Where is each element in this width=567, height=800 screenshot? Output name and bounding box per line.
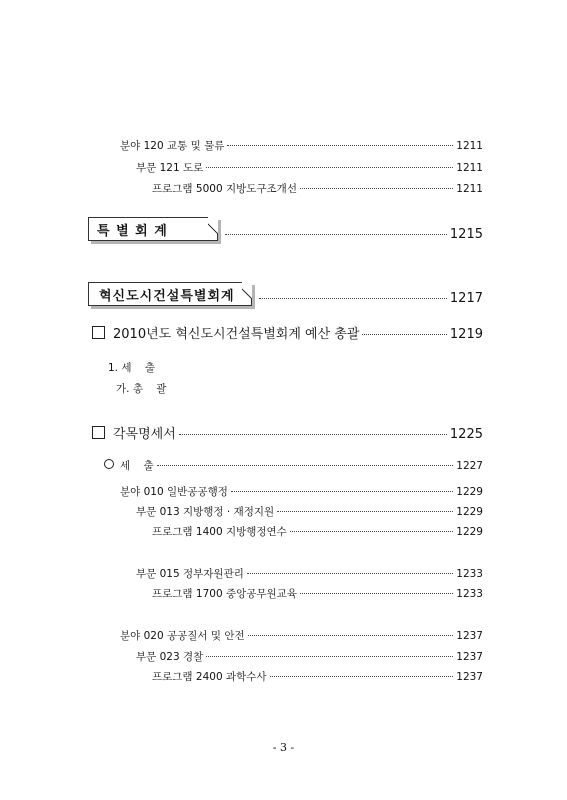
leader-dots: [206, 167, 453, 168]
leader-dots: [227, 145, 453, 146]
leader-dots: [225, 234, 447, 235]
leader-dots: [300, 593, 453, 594]
section-tab-special-account[interactable]: [88, 217, 218, 241]
sub-item-label: 1. 세 출: [108, 362, 155, 374]
toc-entry-page: 1237: [456, 630, 483, 642]
leader-dots: [300, 188, 453, 189]
toc-entry-page: 1211: [456, 162, 483, 174]
section-tab-leader: [256, 291, 483, 306]
toc-entry[interactable]: [152, 669, 483, 684]
sub-item-revenue: [108, 360, 155, 375]
toc-entry-label: 부문 023 경찰: [136, 651, 204, 663]
toc-entry-page: 1227: [456, 460, 483, 472]
toc-entry-page: 1237: [456, 651, 483, 663]
toc-entry-label: 세 출: [120, 460, 154, 472]
toc-entry-label: 프로그램 1700 중앙공무원교육: [152, 588, 297, 600]
leader-dots: [248, 635, 454, 636]
leader-dots: [290, 531, 453, 532]
toc-entry-page: 1237: [456, 671, 483, 683]
toc-heading-detail[interactable]: [92, 423, 483, 442]
toc-entry-label: 프로그램 1400 지방행정연수: [152, 526, 287, 538]
page-number: - 3 -: [272, 741, 295, 754]
toc-entry[interactable]: [152, 586, 483, 601]
toc-entry-expenditure[interactable]: [104, 458, 483, 473]
toc-entry-page: 1229: [456, 526, 483, 538]
toc-entry[interactable]: [120, 138, 483, 153]
leader-dots: [362, 334, 446, 335]
toc-entry-label: 프로그램 2400 과학수사: [152, 671, 267, 683]
section-tab-leader: [222, 227, 483, 242]
section-tab-innovation-account[interactable]: [88, 282, 252, 306]
toc-entry-label: 분야 120 교통 및 물류: [120, 140, 225, 152]
toc-entry-label: 프로그램 5000 지방도구조개선: [152, 183, 297, 195]
toc-entry[interactable]: [136, 504, 483, 519]
section-tab-label: 혁신도시건설특별회계: [99, 288, 235, 304]
section-tab-label: 특 별 회 계: [97, 223, 168, 239]
checkbox-square-icon: [92, 326, 105, 339]
toc-entry[interactable]: [136, 160, 483, 175]
toc-entry[interactable]: [120, 628, 483, 643]
toc-entry-label: 부문 013 지방행정 · 재정지원: [136, 506, 275, 518]
toc-heading-summary[interactable]: [92, 323, 483, 342]
sub-item-total: [116, 381, 166, 396]
toc-entry-page: 1229: [456, 486, 483, 498]
leader-dots: [157, 465, 454, 466]
leader-dots: [277, 511, 453, 512]
toc-entry-page: 1229: [456, 506, 483, 518]
toc-entry-label: 분야 020 공공질서 및 안전: [120, 630, 245, 642]
toc-entry-label: 부문 015 정부자원관리: [136, 568, 244, 580]
toc-heading-label: 각목명세서: [113, 427, 176, 442]
toc-heading-page: 1219: [449, 327, 483, 342]
toc-entry[interactable]: [152, 524, 483, 539]
tab-fold-corner: [242, 282, 252, 306]
sub-item-label: 가. 총 괄: [116, 383, 167, 395]
leader-dots: [270, 676, 454, 677]
toc-entry-label: 분야 010 일반공공행정: [120, 486, 228, 498]
tab-fold-corner: [208, 217, 218, 241]
toc-entry[interactable]: [120, 484, 483, 499]
toc-entry[interactable]: [136, 649, 483, 664]
leader-dots: [206, 656, 453, 657]
toc-entry-page: 1211: [456, 183, 483, 195]
toc-heading-page: 1225: [449, 427, 483, 442]
checkbox-square-icon: [92, 426, 105, 439]
leader-dots: [179, 434, 447, 435]
toc-entry-page: 1233: [456, 568, 483, 580]
toc-entry-label: 부문 121 도로: [136, 162, 204, 174]
toc-entry[interactable]: [136, 566, 483, 581]
leader-dots: [231, 491, 453, 492]
circle-bullet-icon: [104, 459, 114, 469]
section-tab-page: 1215: [449, 227, 483, 242]
toc-heading-label: 2010년도 혁신도시건설특별회계 예산 총괄: [113, 327, 360, 342]
toc-entry[interactable]: [152, 181, 483, 196]
leader-dots: [247, 573, 453, 574]
toc-entry-page: 1233: [456, 588, 483, 600]
leader-dots: [259, 298, 447, 299]
toc-entry-page: 1211: [456, 140, 483, 152]
section-tab-page: 1217: [449, 291, 483, 306]
